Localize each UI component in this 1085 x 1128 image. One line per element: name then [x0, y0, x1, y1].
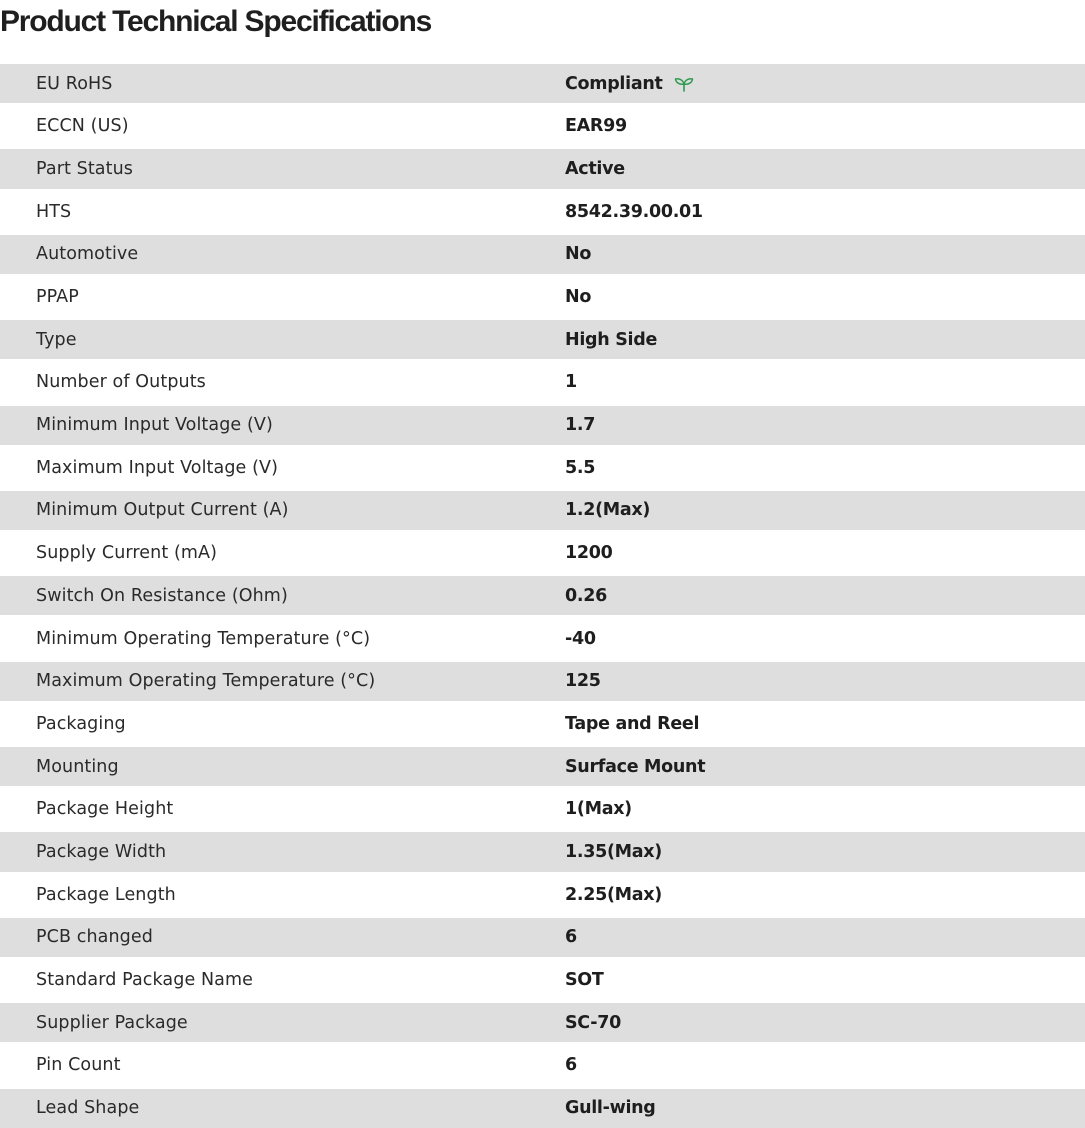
- spec-table: [0, 64, 1085, 1128]
- spec-value: 6: [565, 927, 577, 948]
- spec-row-max-input-voltage: [0, 445, 1085, 491]
- spec-row-automotive: [0, 235, 1085, 274]
- spec-value: Active: [565, 158, 625, 179]
- spec-value: Gull-wing: [565, 1098, 656, 1119]
- spec-value: 1.7: [565, 415, 596, 436]
- spec-row-min-input-voltage: [0, 406, 1085, 445]
- spec-label: Maximum Input Voltage (V): [36, 457, 278, 478]
- spec-label: Switch On Resistance (Ohm): [36, 585, 288, 606]
- spec-label: PCB changed: [36, 927, 153, 948]
- spec-label: EU RoHS: [36, 73, 113, 94]
- spec-value: [565, 74, 694, 94]
- spec-row-eccn: [0, 103, 1085, 149]
- spec-label: HTS: [36, 201, 72, 222]
- spec-row-max-operating-temp: [0, 662, 1085, 701]
- spec-label: Lead Shape: [36, 1098, 140, 1119]
- spec-row-switch-on-resistance: [0, 576, 1085, 615]
- spec-label: Number of Outputs: [36, 372, 206, 393]
- spec-row-supplier-package: [0, 1003, 1085, 1042]
- spec-value: High Side: [565, 329, 658, 350]
- spec-value: -40: [565, 628, 596, 649]
- spec-label: Minimum Input Voltage (V): [36, 415, 273, 436]
- spec-label: Package Width: [36, 841, 167, 862]
- spec-row-packaging: [0, 701, 1085, 747]
- spec-value: 2.25(Max): [565, 884, 662, 905]
- spec-value: 8542.39.00.01: [565, 201, 703, 222]
- spec-label: Packaging: [36, 713, 126, 734]
- spec-row-pcb-changed: [0, 918, 1085, 957]
- spec-label: PPAP: [36, 287, 79, 308]
- spec-value: EAR99: [565, 116, 627, 137]
- spec-row-package-height: [0, 786, 1085, 832]
- spec-value: SC-70: [565, 1012, 621, 1033]
- spec-label: Part Status: [36, 158, 133, 179]
- spec-value: No: [565, 244, 592, 265]
- spec-value: 6: [565, 1055, 577, 1076]
- spec-label: ECCN (US): [36, 116, 129, 137]
- spec-label: Package Length: [36, 884, 176, 905]
- spec-row-package-width: [0, 832, 1085, 871]
- spec-row-hts: [0, 189, 1085, 235]
- spec-label: Type: [36, 329, 77, 350]
- spec-row-ppap: [0, 274, 1085, 320]
- spec-value: 125: [565, 671, 601, 692]
- spec-row-eu-rohs: [0, 64, 1085, 103]
- leaf-icon: [674, 76, 694, 92]
- spec-value: 1200: [565, 543, 613, 564]
- spec-label: Supplier Package: [36, 1012, 188, 1033]
- spec-label: Pin Count: [36, 1055, 121, 1076]
- spec-value: SOT: [565, 970, 604, 991]
- spec-label: Minimum Output Current (A): [36, 500, 289, 521]
- spec-value: 5.5: [565, 457, 596, 478]
- spec-row-min-output-current: [0, 491, 1085, 530]
- spec-value: 1.35(Max): [565, 841, 662, 862]
- spec-value: 1: [565, 372, 577, 393]
- spec-row-standard-package-name: [0, 957, 1085, 1003]
- spec-label: Mounting: [36, 756, 119, 777]
- spec-value: 0.26: [565, 585, 607, 606]
- spec-value-text: Compliant: [565, 73, 663, 94]
- spec-row-type: [0, 320, 1085, 359]
- spec-row-lead-shape: [0, 1089, 1085, 1128]
- spec-row-number-of-outputs: [0, 359, 1085, 405]
- spec-row-pin-count: [0, 1042, 1085, 1088]
- spec-label: Standard Package Name: [36, 970, 254, 991]
- spec-row-supply-current: [0, 530, 1085, 576]
- spec-label: Supply Current (mA): [36, 543, 218, 564]
- spec-value: 1(Max): [565, 799, 632, 820]
- spec-label: Automotive: [36, 244, 139, 265]
- spec-value: No: [565, 287, 592, 308]
- spec-row-mounting: [0, 747, 1085, 786]
- spec-value: 1.2(Max): [565, 500, 651, 521]
- spec-value: Tape and Reel: [565, 713, 700, 734]
- spec-label: Minimum Operating Temperature (°C): [36, 628, 371, 649]
- spec-row-package-length: [0, 872, 1085, 918]
- spec-row-min-operating-temp: [0, 615, 1085, 661]
- spec-label: Maximum Operating Temperature (°C): [36, 671, 376, 692]
- page-title: Product Technical Specifications: [0, 5, 432, 38]
- spec-label: Package Height: [36, 799, 174, 820]
- spec-value: Surface Mount: [565, 756, 706, 777]
- spec-row-part-status: [0, 149, 1085, 188]
